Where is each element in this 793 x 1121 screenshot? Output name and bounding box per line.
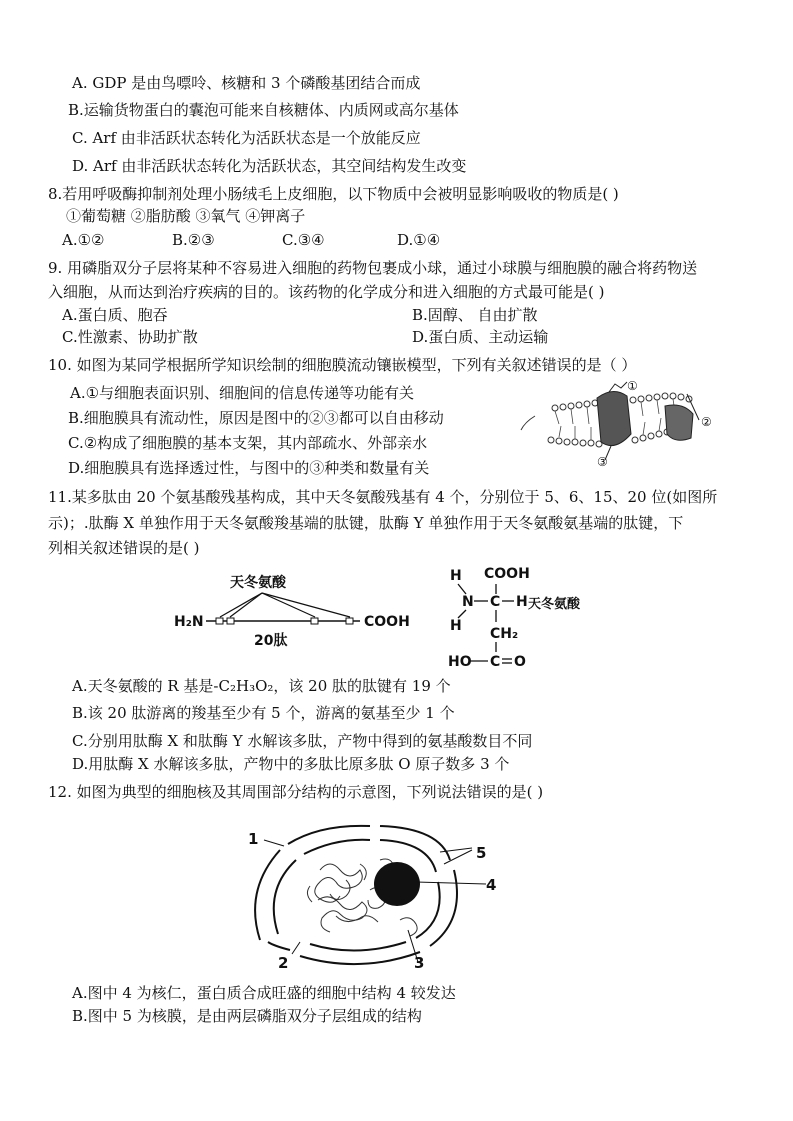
nucleus-label-2: 2: [278, 954, 289, 970]
peptide-n-terminus: H₂N: [174, 614, 204, 630]
q8-items: ①葡萄糖 ②脂肪酸 ③氧气 ④钾离子: [66, 207, 306, 225]
q12-stem: 12. 如图为典型的细胞核及其周围部分结构的示意图，下列说法错误的是( ): [48, 783, 544, 801]
aa-ch2: CH₂: [490, 626, 519, 642]
aa-h-bottom: H: [450, 618, 462, 634]
peptide-asp-label: 天冬氨酸: [230, 575, 286, 591]
nucleus-label-3: 3: [414, 954, 425, 970]
q10-option-a: A.①与细胞表面识别、细胞间的信息传递等功能有关: [70, 384, 415, 402]
q9-option-d: D.蛋白质、主动运输: [412, 328, 549, 346]
q10-option-b: B.细胞膜具有流动性，原因是图中的②③都可以自由移动: [68, 409, 444, 427]
q9-option-b: B.固醇、 自由扩散: [412, 306, 538, 324]
q8-option-d: D.①④: [397, 231, 441, 249]
nucleus-label-1: 1: [248, 830, 259, 848]
q9-option-c: C.性激素、协助扩散: [62, 328, 198, 346]
aa-o: O: [514, 654, 526, 670]
q11-stem-line2: 示)；.肽酶 X 单独作用于天冬氨酸羧基端的肽键，肽酶 Y 单独作用于天冬氨酸氨基端的肽键，下: [48, 514, 684, 532]
q12-option-b: B.图中 5 为核膜，是由两层磷脂双分子层组成的结构: [72, 1007, 422, 1025]
peptide-c-terminus: COOH: [364, 614, 410, 630]
q10-stem: 10. 如图为某同学根据所学知识绘制的细胞膜流动镶嵌模型，下列有关叙述错误的是（ ）: [48, 356, 637, 374]
q11-stem-line3: 列相关叙述错误的是( ): [48, 539, 200, 557]
aa-n: N: [462, 594, 474, 610]
aa-cooh: COOH: [484, 566, 530, 582]
q11-option-d: D.用肽酶 X 水解该多肽，产物中的多肽比原多肽 O 原子数多 3 个: [72, 755, 510, 773]
aa-alpha-c: C: [490, 594, 501, 610]
q8-option-a: A.①②: [62, 231, 105, 249]
peptide-20-label: 20肽: [254, 633, 288, 649]
q9-stem-line2: 入细胞，从而达到治疗疾病的目的。该药物的化学成分和进入细胞的方式最可能是( ): [48, 283, 605, 301]
q11-option-c: C.分别用肽酶 X 和肽酶 Y 水解该多肽，产物中得到的氨基酸数目不同: [72, 732, 533, 750]
q11-option-a: A.天冬氨酸的 R 基是-C₂H₃O₂，该 20 肽的肽键有 19 个: [72, 677, 451, 695]
q7-option-c: C. Arf 由非活跃状态转化为活跃状态是一个放能反应: [72, 129, 421, 147]
q9-option-a: A.蛋白质、胞吞: [62, 306, 168, 324]
q7-option-d: D. Arf 由非活跃状态转化为活跃状态，其空间结构发生改变: [72, 157, 467, 175]
peptide-chain-figure: [170, 565, 430, 655]
q9-stem-line1: 9. 用磷脂双分子层将某种不容易进入细胞的药物包裹成小球，通过小球膜与细胞膜的融合将药物送: [48, 259, 698, 277]
q11-option-b: B.该 20 肽游离的羧基至少有 5 个，游离的氨基至少 1 个: [72, 704, 455, 722]
q11-stem-line1: 11.某多肽由 20 个氨基酸残基构成，其中天冬氨酸残基有 4 个，分别位于 5、6、15、20 位(如图所: [48, 488, 718, 506]
membrane-label-3: ③: [597, 455, 608, 469]
membrane-label-1: ①: [627, 379, 638, 393]
q7-option-a: A. GDP 是由鸟嘌呤、核糖和 3 个磷酸基团结合而成: [72, 74, 421, 92]
q7-option-b: B.运输货物蛋白的囊泡可能来自核糖体、内质网或高尔基体: [68, 101, 459, 119]
aa-ho: HO: [448, 654, 472, 670]
q8-option-b: B.②③: [172, 231, 215, 249]
nucleus-figure: [240, 820, 500, 970]
membrane-model-figure: [515, 378, 715, 470]
aa-h-top: H: [450, 568, 462, 584]
aspartic-acid-structure: [440, 562, 600, 674]
membrane-label-2: ②: [701, 415, 712, 429]
aa-carboxyl-c: C: [490, 654, 501, 670]
nucleus-label-5: 5: [476, 844, 487, 862]
aa-h-right: H: [516, 594, 528, 610]
q10-option-c: C.②构成了细胞膜的基本支架，其内部疏水、外部亲水: [68, 434, 428, 452]
nucleus-label-4: 4: [486, 876, 497, 894]
q12-option-a: A.图中 4 为核仁，蛋白质合成旺盛的细胞中结构 4 较发达: [72, 984, 456, 1002]
q8-stem: 8.若用呼吸酶抑制剂处理小肠绒毛上皮细胞，以下物质中会被明显影响吸收的物质是( ): [48, 185, 619, 203]
q8-option-c: C.③④: [282, 231, 325, 249]
aa-name-label: 天冬氨酸: [528, 597, 581, 612]
q10-option-d: D.细胞膜具有选择透过性，与图中的③种类和数量有关: [68, 459, 430, 477]
